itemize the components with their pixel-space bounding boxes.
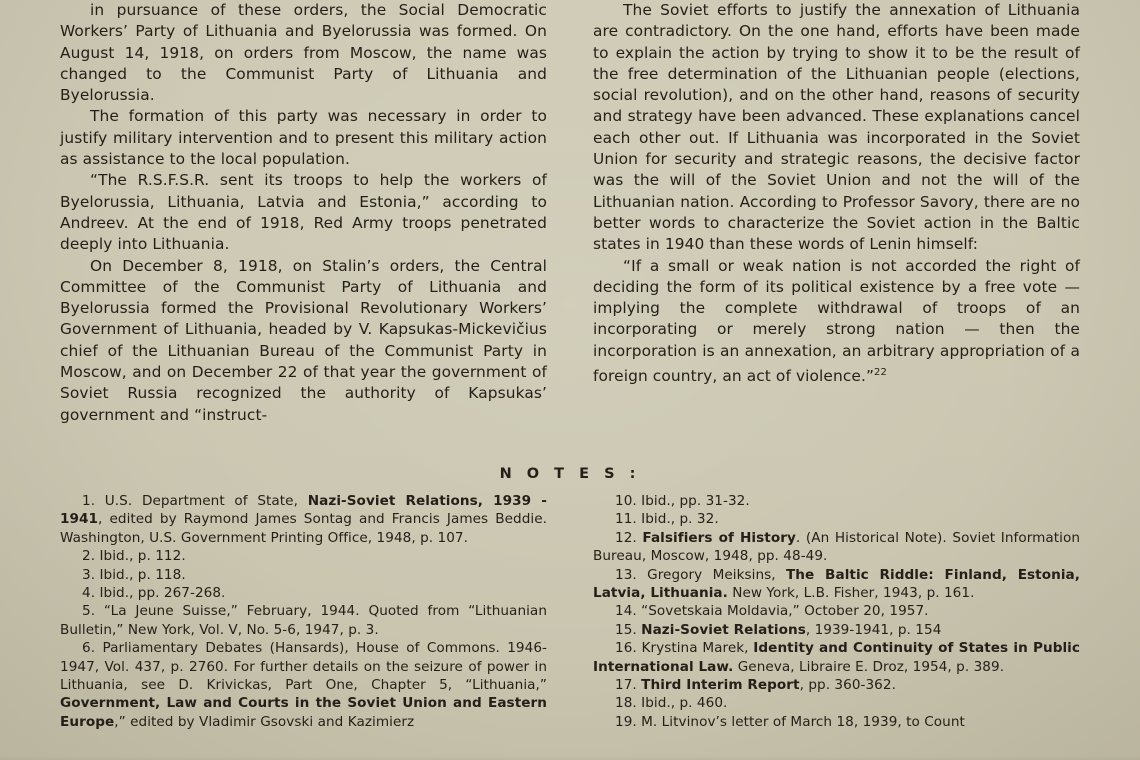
note-item xyxy=(60,584,547,602)
note-text: Ibid., pp. 267-268. xyxy=(99,585,226,602)
note-number: 19. xyxy=(615,713,642,730)
note-text: Ibid., p. 118. xyxy=(99,566,186,583)
notes-heading: N O T E S : xyxy=(499,466,641,482)
note-text: “La Jeune Suisse,” February, 1944. Quoted from “Lithuanian Bulletin,” New York, Vol. V, No. 5-6, 1947, p. 3. xyxy=(60,603,547,638)
note-number: 6. xyxy=(82,640,103,657)
note-item xyxy=(593,602,1080,620)
note-item xyxy=(593,492,1080,510)
note-title: Nazi-Soviet Relations, 1939 - 1941 xyxy=(60,493,547,528)
note-title: Falsifiers of History xyxy=(642,529,796,546)
note-number: 4. xyxy=(82,585,100,602)
left-text-column xyxy=(60,0,547,426)
note-text: U.S. Department of State, xyxy=(104,493,308,509)
note-number: 15. xyxy=(615,621,642,638)
paragraph: “The R.S.F.S.R. sent its troops to help the workers of Byelorussia, Lithuania, Latvia and Estonia,” according to Andreev. At the end of 1918, Red Army troops penetrated deeply into Lithuania. xyxy=(60,171,547,254)
note-item xyxy=(60,492,547,547)
notes-columns xyxy=(60,492,1080,731)
note-text: , pp. 360-362. xyxy=(799,677,896,694)
note-text: Parliamentary Debates (Hansards), House of Commons. 1946-1947, Vol. 437, p. 2760. For further details on the seizure of power in Lithuania, see D. Krivickas, Part One, Chapter 5, “Lithuania,” xyxy=(60,640,547,694)
note-number: 13. xyxy=(615,566,648,583)
note-number: 14. xyxy=(615,603,642,620)
note-item xyxy=(60,602,547,639)
right-text-column xyxy=(593,0,1080,426)
body-columns xyxy=(60,0,1080,426)
note-text: Ibid., p. 460. xyxy=(641,695,728,712)
note-text: Ibid., p. 112. xyxy=(99,548,186,565)
paragraph: The Soviet efforts to justify the annexation of Lithuania are contradictory. On the one hand, efforts have been made to explain the action by trying to show it to be the result of the free determination of the Lithuanian people (elections, social revolution), and on the other hand, reasons of security and strategy have been advanced. These explanations cancel each other out. If Lithuania was incorporated in the Soviet Union for security and strategic reasons, the decisive factor was the will of the Soviet Union and not the will of the Lithuanian nation. According to Professor Savory, there are no better words to characterize the Soviet action in the Baltic states in 1940 than these words of Lenin himself: xyxy=(593,1,1080,254)
note-number: 12. xyxy=(615,529,643,546)
notes-right-column xyxy=(593,492,1080,731)
note-item xyxy=(60,566,547,584)
note-text: , 1939-1941, p. 154 xyxy=(805,621,942,638)
note-number: 18. xyxy=(615,695,642,712)
note-item xyxy=(593,713,1080,731)
page-bottom-shadow xyxy=(0,756,1140,760)
notes-left-column xyxy=(60,492,547,731)
note-title: The Baltic Riddle: Finland, Estonia, Latvia, Lithuania. xyxy=(593,566,1080,602)
note-text: M. Litvinov’s letter of March 18, 1939, to Count xyxy=(641,713,965,730)
note-text: , edited by Raymond James Sontag and Francis James Beddie. Washington, U.S. Government Printing Office, 1948, p. 107. xyxy=(60,511,547,546)
note-text: “Sovetskaia Moldavia,” October 20, 1957. xyxy=(641,603,929,620)
paragraph: On December 8, 1918, on Stalin’s orders, the Central Committee of the Communist Party of Lithuania and Byelorussia formed the Provisional Revolutionary Workers’ Government of Lithuania, headed by V. Kapsukas-Mickevičius chief of the Lithuanian Bureau of the Communist Party in Moscow, and on December 22 of that year the government of Soviet Russia recognized the authority of Kapsukas’ government and “instruct- xyxy=(60,256,547,424)
note-number: 10. xyxy=(615,493,642,509)
note-number: 1. xyxy=(82,493,105,509)
note-item xyxy=(593,510,1080,528)
note-title: Identity and Continuity of States in Public International Law. xyxy=(593,640,1080,675)
note-text: Ibid., p. 32. xyxy=(641,511,719,528)
paragraph: The formation of this party was necessary in order to justify military intervention and to present this military action as assistance to the local population. xyxy=(60,107,547,169)
note-item xyxy=(60,639,547,731)
note-title: Third Interim Report xyxy=(641,677,800,694)
note-number: 17. xyxy=(615,677,642,694)
note-item xyxy=(593,529,1080,566)
note-title: Nazi-Soviet Relations xyxy=(641,621,806,638)
note-text: Ibid., pp. 31-32. xyxy=(641,493,750,509)
note-item xyxy=(593,566,1080,603)
note-text: New York, L.B. Fisher, 1943, p. 161. xyxy=(727,585,975,602)
note-number: 16. xyxy=(615,640,642,657)
note-item xyxy=(60,547,547,565)
note-item xyxy=(593,621,1080,639)
note-text: Geneva, Libraire E. Droz, 1954, p. 389. xyxy=(733,658,1005,675)
note-text: Krystina Marek, xyxy=(641,640,754,657)
note-text: . (An Historical Note). Soviet Information Bureau, Moscow, 1948, pp. 48-49. xyxy=(593,529,1081,565)
note-number: 11. xyxy=(615,511,642,528)
note-item xyxy=(593,694,1080,712)
quote-text: “If a small or weak nation is not accorded the right of deciding the form of its political existence by a free vote — implying the complete withdrawal of troops of an incorporating or merely strong nation — then the incorporation is an annexation, an arbitrary appropriation of a foreign country, an act of violence.” xyxy=(593,256,1080,386)
note-number: 5. xyxy=(82,603,104,620)
footnote-reference: 22 xyxy=(874,367,887,379)
note-text: Gregory Meiksins, xyxy=(647,566,786,583)
note-text: ,” edited by Vladimir Gsovski and Kazimierz xyxy=(114,713,415,730)
note-number: 2. xyxy=(82,548,100,565)
note-number: 3. xyxy=(82,566,100,583)
note-title: Government, Law and Courts in the Soviet Union and Eastern Europe xyxy=(60,695,547,730)
note-item xyxy=(593,639,1080,676)
note-item xyxy=(593,676,1080,694)
paragraph: in pursuance of these orders, the Social Democratic Workers’ Party of Lithuania and Byelorussia was formed. On August 14, 1918, on orders from Moscow, the name was changed to the Communist Party of Lithuania and Byelorussia. xyxy=(60,1,547,105)
block-quote-paragraph xyxy=(593,256,1080,388)
